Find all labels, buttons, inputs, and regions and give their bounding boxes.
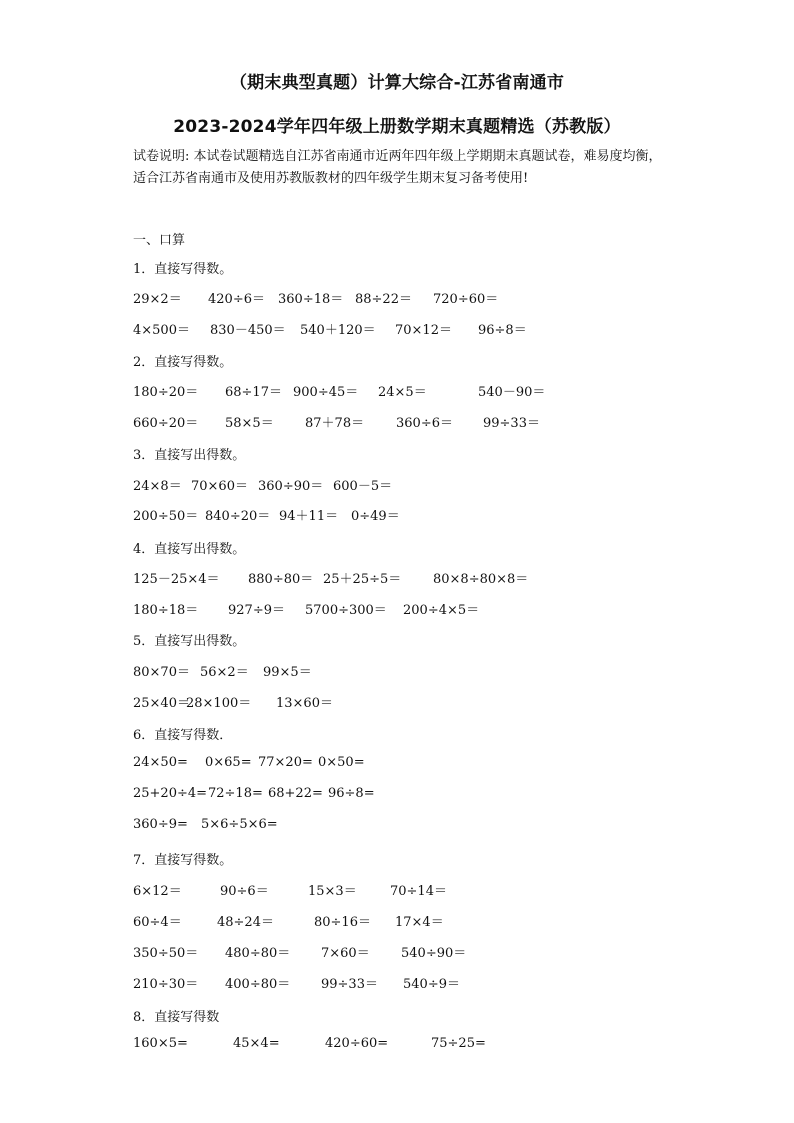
problem-row xyxy=(133,412,553,430)
arithmetic-problem: 540÷90＝ xyxy=(401,946,467,961)
arithmetic-problem: 94＋11＝ xyxy=(279,509,339,524)
problem-row xyxy=(133,288,553,306)
arithmetic-problem: 6×12＝ xyxy=(133,884,182,899)
arithmetic-problem: 60÷4＝ xyxy=(133,915,182,930)
arithmetic-problem: 360÷6＝ xyxy=(396,416,453,431)
problem-row xyxy=(133,880,553,898)
arithmetic-problem: 420÷60= xyxy=(325,1036,389,1051)
question-label: 2．直接写得数。 xyxy=(133,355,233,370)
arithmetic-problem: 200÷50＝ xyxy=(133,509,199,524)
arithmetic-problem: 96÷8＝ xyxy=(478,323,527,338)
arithmetic-problem: 900÷45＝ xyxy=(293,385,359,400)
arithmetic-problem: 99×5＝ xyxy=(263,665,312,680)
arithmetic-problem: 830－450＝ xyxy=(210,323,286,338)
arithmetic-problem: 210÷30＝ xyxy=(133,977,199,992)
problem-row xyxy=(133,786,553,804)
question-label: 7．直接写得数。 xyxy=(133,853,233,868)
problem-row xyxy=(133,1036,553,1054)
arithmetic-problem: 7×60＝ xyxy=(321,946,370,961)
question-label: 5．直接写出得数。 xyxy=(133,634,246,649)
problem-row xyxy=(133,942,553,960)
arithmetic-problem: 400÷80＝ xyxy=(225,977,291,992)
arithmetic-problem: 68+22= xyxy=(268,786,323,801)
problem-row xyxy=(133,661,553,679)
arithmetic-problem: 360÷90＝ xyxy=(258,479,324,494)
arithmetic-problem: 70×12＝ xyxy=(395,323,452,338)
question-label: 3．直接写出得数。 xyxy=(133,448,246,463)
arithmetic-problem: 840÷20＝ xyxy=(205,509,271,524)
arithmetic-problem: 180÷20＝ xyxy=(133,385,199,400)
arithmetic-problem: 24×5＝ xyxy=(378,385,427,400)
arithmetic-problem: 80×8÷80×8＝ xyxy=(433,572,529,587)
arithmetic-problem: 180÷18＝ xyxy=(133,603,199,618)
arithmetic-problem: 80×70＝ xyxy=(133,665,190,680)
arithmetic-problem: 480÷80＝ xyxy=(225,946,291,961)
arithmetic-problem: 927÷9＝ xyxy=(228,603,285,618)
arithmetic-problem: 87＋78＝ xyxy=(305,416,365,431)
arithmetic-problem: 350÷50＝ xyxy=(133,946,199,961)
arithmetic-problem: 5700÷300＝ xyxy=(305,603,387,618)
arithmetic-problem: 200÷4×5＝ xyxy=(403,603,480,618)
arithmetic-problem: 540－90＝ xyxy=(478,385,546,400)
arithmetic-problem: 25×40＝ xyxy=(133,696,190,711)
problem-row xyxy=(133,599,553,617)
arithmetic-problem: 68÷17＝ xyxy=(225,385,282,400)
question-label: 4．直接写出得数。 xyxy=(133,542,246,557)
arithmetic-problem: 0×50= xyxy=(318,755,365,770)
arithmetic-problem: 58×5＝ xyxy=(225,416,274,431)
arithmetic-problem: 720÷60＝ xyxy=(433,292,499,307)
arithmetic-problem: 360÷9= xyxy=(133,817,188,832)
arithmetic-problem: 0×65= xyxy=(205,755,252,770)
problem-row xyxy=(133,817,553,835)
problem-row xyxy=(133,505,553,523)
arithmetic-problem: 28×100＝ xyxy=(186,696,252,711)
arithmetic-problem: 75÷25= xyxy=(431,1036,486,1051)
section-heading: 一、口算 xyxy=(133,233,186,248)
arithmetic-problem: 90÷6＝ xyxy=(220,884,269,899)
arithmetic-problem: 17×4＝ xyxy=(395,915,444,930)
title-line-1: （期末典型真题）计算大综合-江苏省南通市 xyxy=(229,73,565,93)
arithmetic-problem: 80÷16＝ xyxy=(314,915,371,930)
question-label: 8．直接写得数 xyxy=(133,1010,220,1025)
arithmetic-problem: 420÷6＝ xyxy=(208,292,265,307)
arithmetic-problem: 125－25×4＝ xyxy=(133,572,220,587)
arithmetic-problem: 96÷8= xyxy=(328,786,375,801)
question-label: 1．直接写得数。 xyxy=(133,262,233,277)
arithmetic-problem: 24×50= xyxy=(133,755,188,770)
problem-row xyxy=(133,381,553,399)
problem-row xyxy=(133,568,553,586)
title-line-2: 2023-2024学年四年级上册数学期末真题精选（苏教版） xyxy=(173,117,621,137)
arithmetic-problem: 15×3＝ xyxy=(308,884,357,899)
exam-description: 试卷说明: 本试卷试题精选自江苏省南通市近两年四年级上学期期末真题试卷，难易度均衡，适合江苏省南通市及使用苏教版教材的四年级学生期末复习备考使用! xyxy=(133,149,662,186)
question-label: 6．直接写得数． xyxy=(133,728,233,743)
arithmetic-problem: 4×500＝ xyxy=(133,323,190,338)
arithmetic-problem: 25＋25÷5＝ xyxy=(323,572,402,587)
arithmetic-problem: 160×5= xyxy=(133,1036,188,1051)
arithmetic-problem: 540÷9＝ xyxy=(403,977,460,992)
arithmetic-problem: 25+20÷4= xyxy=(133,786,208,801)
problem-row xyxy=(133,692,553,710)
arithmetic-problem: 660÷20＝ xyxy=(133,416,199,431)
problem-row xyxy=(133,973,553,991)
arithmetic-problem: 99÷33＝ xyxy=(321,977,378,992)
arithmetic-problem: 77×20= xyxy=(258,755,313,770)
arithmetic-problem: 72÷18= xyxy=(208,786,263,801)
arithmetic-problem: 5×6÷5×6= xyxy=(201,817,278,832)
arithmetic-problem: 0÷49＝ xyxy=(351,509,400,524)
problem-row xyxy=(133,755,553,773)
arithmetic-problem: 56×2＝ xyxy=(200,665,249,680)
arithmetic-problem: 880÷80＝ xyxy=(248,572,314,587)
arithmetic-problem: 48÷24＝ xyxy=(217,915,274,930)
arithmetic-problem: 70×60＝ xyxy=(191,479,248,494)
problem-row xyxy=(133,319,553,337)
arithmetic-problem: 600－5＝ xyxy=(333,479,393,494)
arithmetic-problem: 540＋120＝ xyxy=(300,323,376,338)
arithmetic-problem: 13×60＝ xyxy=(276,696,333,711)
arithmetic-problem: 29×2＝ xyxy=(133,292,182,307)
arithmetic-problem: 88÷22＝ xyxy=(355,292,412,307)
arithmetic-problem: 70÷14＝ xyxy=(390,884,447,899)
arithmetic-problem: 360÷18＝ xyxy=(278,292,344,307)
arithmetic-problem: 45×4= xyxy=(233,1036,280,1051)
problem-row xyxy=(133,475,553,493)
arithmetic-problem: 24×8＝ xyxy=(133,479,182,494)
problem-row xyxy=(133,911,553,929)
arithmetic-problem: 99÷33＝ xyxy=(483,416,540,431)
